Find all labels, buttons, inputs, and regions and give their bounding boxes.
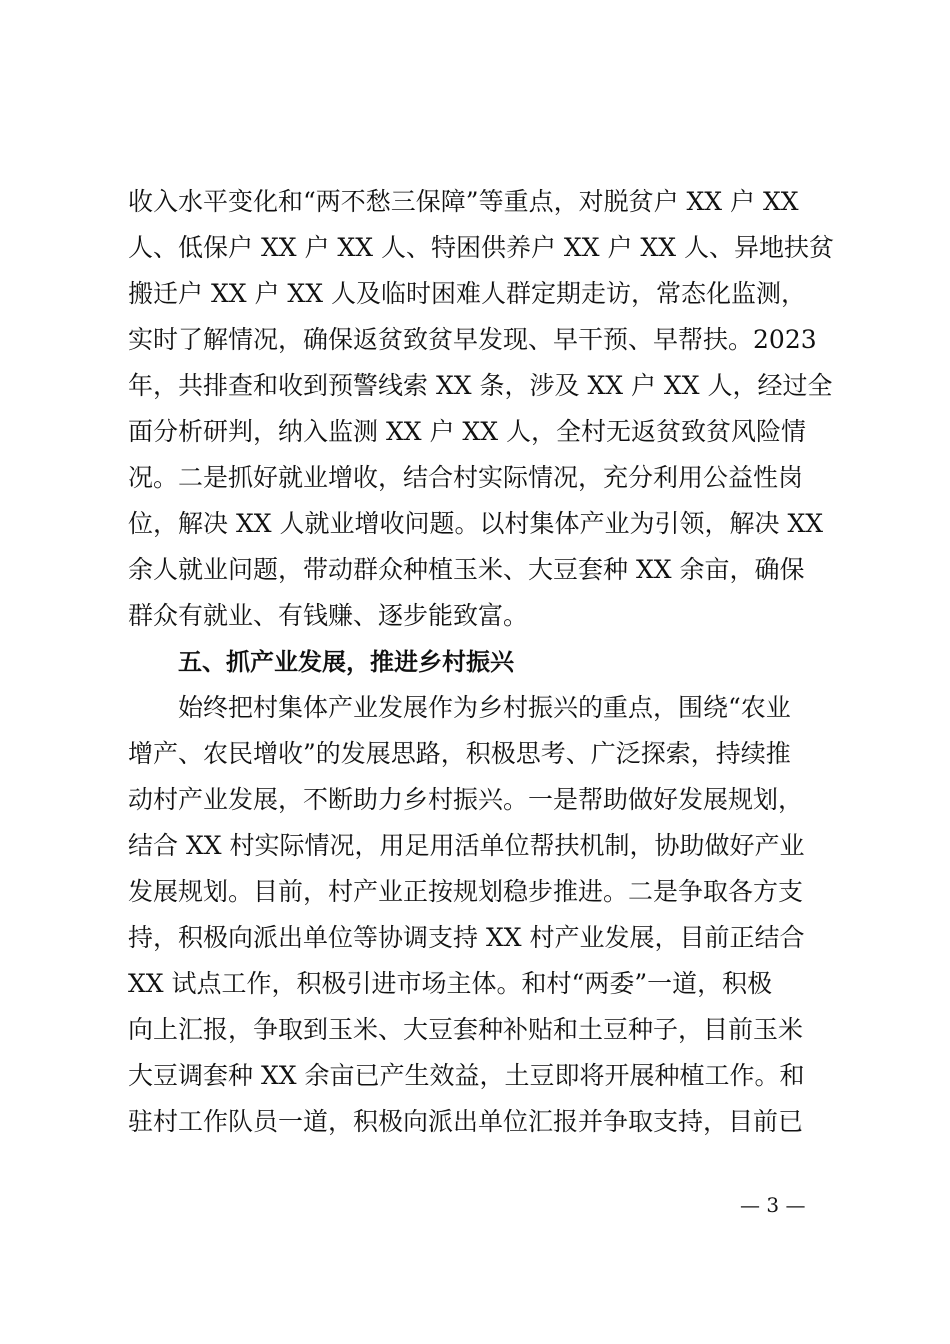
section-heading: 五、抓产业发展，推进乡村振兴: [178, 648, 514, 676]
text-line: 收入水平变化和“两不愁三保障”等重点，对脱贫户 XX 户 XX: [128, 187, 799, 216]
text-line: 大豆调套种 XX 余亩已产生效益，土豆即将开展种植工作。和: [128, 1061, 805, 1090]
paragraph-first-line: 始终把村集体产业发展作为乡村振兴的重点，围绕“农业: [178, 693, 791, 722]
text-line: 搬迁户 XX 户 XX 人及临时困难人群定期走访，常态化监测，: [128, 279, 806, 308]
text-line: 向上汇报，争取到玉米、大豆套种补贴和土豆种子，目前玉米: [128, 1015, 804, 1044]
text-line: 年，共排查和收到预警线索 XX 条，涉及 XX 户 XX 人，经过全: [128, 371, 833, 400]
text-line: 余人就业问题，带动群众种植玉米、大豆套种 XX 余亩，确保: [128, 555, 805, 584]
text-line: 持，积极向派出单位等协调支持 XX 村产业发展，目前正结合: [128, 923, 805, 952]
text-line: 发展规划。目前，村产业正按规划稳步推进。二是争取各方支: [128, 877, 804, 906]
text-line: 况。二是抓好就业增收，结合村实际情况，充分利用公益性岗: [128, 463, 804, 492]
text-line: XX 试点工作，积极引进市场主体。和村“两委”一道，积极: [128, 969, 773, 998]
text-line: 人、低保户 XX 户 XX 人、特困供养户 XX 户 XX 人、异地扶贫: [128, 233, 834, 262]
text-line: 位，解决 XX 人就业增收问题。以村集体产业为引领，解决 XX: [128, 509, 824, 538]
text-line: 增产、农民增收”的发展思路，积极思考、广泛探索，持续推: [128, 739, 791, 768]
text-line: 驻村工作队员一道，积极向派出单位汇报并争取支持，目前已: [128, 1107, 804, 1136]
text-line: 实时了解情况，确保返贫致贫早发现、早干预、早帮扶。2023: [128, 325, 817, 354]
text-line: 结合 XX 村实际情况，用足用活单位帮扶机制，协助做好产业: [128, 831, 805, 860]
text-line: 动村产业发展，不断助力乡村振兴。一是帮助做好发展规划，: [128, 785, 804, 814]
page-number: — 3 —: [740, 1193, 806, 1217]
text-line: 群众有就业、有钱赚、逐步能致富。: [128, 601, 529, 630]
text-line: 面分析研判，纳入监测 XX 户 XX 人，全村无返贫致贫风险情: [128, 417, 806, 446]
